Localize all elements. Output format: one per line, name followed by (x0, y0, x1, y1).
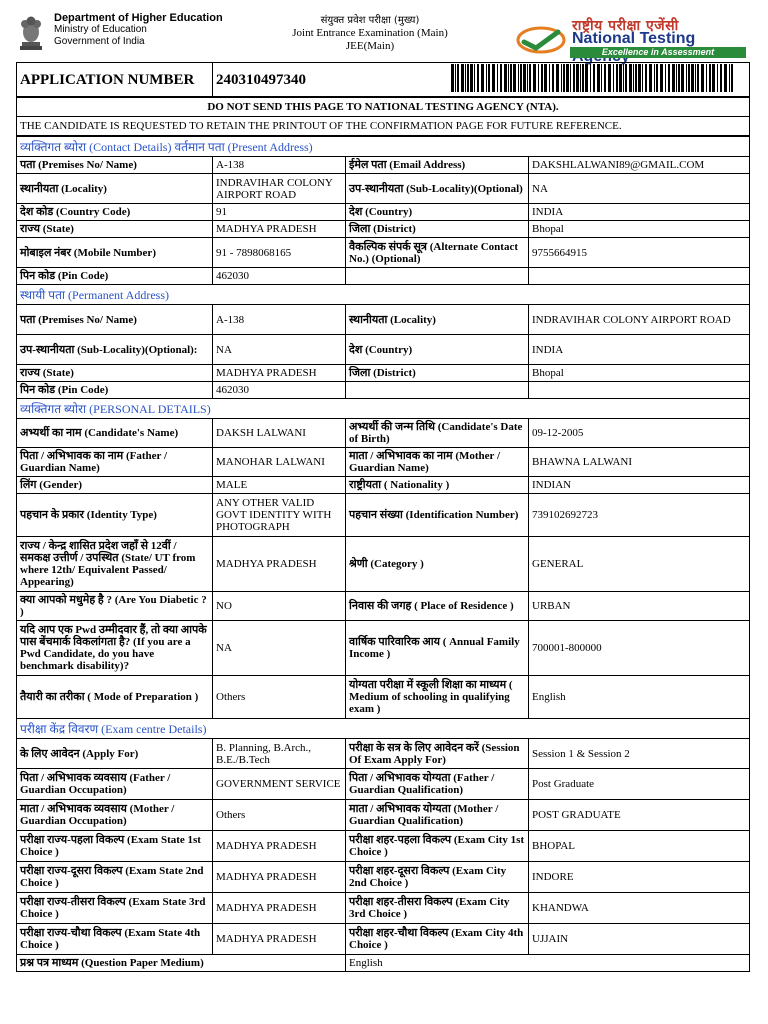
field-value: KHANDWA (529, 893, 750, 924)
field-value: URBAN (529, 592, 750, 621)
barcode-bar (724, 64, 727, 92)
barcode-bar (729, 64, 730, 92)
barcode-bar (706, 64, 707, 92)
section-contact (17, 137, 750, 157)
field-label: पहचान संख्या (Identification Number) (346, 494, 529, 537)
exam-row (17, 800, 750, 831)
field-value: INDIA (529, 335, 750, 365)
field-value: A-138 (213, 157, 346, 174)
exam-title (250, 14, 490, 53)
field-value: INDRAVIHAR COLONY AIRPORT ROAD (213, 174, 346, 204)
barcode-bar (601, 64, 602, 92)
personal-row (17, 592, 750, 621)
barcode-bar (709, 64, 711, 92)
barcode-bar (556, 64, 559, 92)
field-value: MADHYA PRADESH (213, 831, 346, 862)
barcode-bar (717, 64, 718, 92)
barcode-bar (678, 64, 680, 92)
barcode-bar (566, 64, 569, 92)
permanent-row (17, 365, 750, 382)
field-label: यदि आप एक Pwd उम्मीदवार हैं, तो क्या आपके पास बेंचमार्क विकलांगता है? (If you are a Pwd Candidate, do you have benchmark disability)? (17, 621, 213, 676)
barcode-bar (635, 64, 637, 92)
field-value: POST GRADUATE (529, 800, 750, 831)
field-value: 09-12-2005 (529, 419, 750, 448)
permanent-row (17, 335, 750, 365)
field-label: क्या आपको मधुमेह है ? (Are You Diabetic ? ) (17, 592, 213, 621)
section-personal (17, 399, 750, 419)
field-value: INDIAN (529, 477, 750, 494)
barcode-bar (520, 64, 522, 92)
exam-row (17, 862, 750, 893)
barcode-bar (470, 64, 473, 92)
field-label (346, 382, 529, 399)
field-value: NO (213, 592, 346, 621)
personal-row (17, 676, 750, 719)
section-title: व्यक्तिगत ब्योरा (PERSONAL DETAILS) (17, 399, 750, 419)
contact-row (17, 157, 750, 174)
field-value: 700001-800000 (529, 621, 750, 676)
barcode-bar (691, 64, 694, 92)
contact-row (17, 221, 750, 238)
field-value: GOVERNMENT SERVICE (213, 769, 346, 800)
barcode-bar (656, 64, 658, 92)
field-label: श्रेणी (Category ) (346, 537, 529, 592)
application-number-label: APPLICATION NUMBER (17, 63, 213, 97)
contact-row (17, 238, 750, 268)
barcode-bar (467, 64, 469, 92)
barcode-bar (457, 64, 459, 92)
barcode-bar (563, 64, 565, 92)
field-value: 462030 (213, 268, 346, 285)
barcode-bar (695, 64, 696, 92)
field-value: Others (213, 676, 346, 719)
barcode-bar (552, 64, 554, 92)
barcode-bar (486, 64, 487, 92)
nta-tagline: Excellence in Assessment (570, 47, 746, 58)
contact-row (17, 268, 750, 285)
barcode-bar (510, 64, 512, 92)
barcode-bar (461, 64, 464, 92)
barcode-bar (582, 64, 584, 92)
barcode-bar (465, 64, 466, 92)
barcode-bar (593, 64, 595, 92)
section-permanent (17, 285, 750, 305)
barcode-bar (585, 64, 588, 92)
field-value: 739102692723 (529, 494, 750, 537)
dept-block (14, 12, 223, 56)
field-label: परीक्षा शहर-पहला विकल्प (Exam City 1st Choice ) (346, 831, 529, 862)
personal-row (17, 537, 750, 592)
field-value: UJJAIN (529, 924, 750, 955)
field-label: अभ्यर्थी की जन्म तिथि (Candidate's Date of Birth) (346, 419, 529, 448)
barcode-bar (497, 64, 498, 92)
barcode-bar (608, 64, 611, 92)
field-value: 91 (213, 204, 346, 221)
barcode-bar (649, 64, 652, 92)
field-label: पहचान के प्रकार (Identity Type) (17, 494, 213, 537)
personal-row (17, 621, 750, 676)
contact-row (17, 204, 750, 221)
barcode-bar (660, 64, 663, 92)
barcode-bar (544, 64, 547, 92)
barcode-bar (597, 64, 600, 92)
barcode-icon (451, 64, 735, 92)
barcode-bar (451, 64, 454, 92)
field-label: पिन कोड (Pin Code) (17, 268, 213, 285)
barcode-bar (731, 64, 733, 92)
exam-row (17, 769, 750, 800)
barcode-bar (623, 64, 624, 92)
field-label: पिन कोड (Pin Code) (17, 382, 213, 399)
barcode-bar (654, 64, 655, 92)
field-label: देश (Country) (346, 335, 529, 365)
field-value: MADHYA PRADESH (213, 924, 346, 955)
barcode-bar (488, 64, 490, 92)
field-label: माता / अभिभावक का नाम (Mother / Guardian Name) (346, 448, 529, 477)
field-label: पिता / अभिभावक व्यवसाय (Father / Guardian Occupation) (17, 769, 213, 800)
field-label: उप-स्थानीयता (Sub-Locality)(Optional) (346, 174, 529, 204)
personal-row (17, 448, 750, 477)
section-exam (17, 719, 750, 739)
barcode-bar (604, 64, 606, 92)
field-value (529, 268, 750, 285)
field-label (346, 268, 529, 285)
field-value: B. Planning, B.Arch., B.E./B.Tech (213, 739, 346, 769)
field-label: राज्य / केन्द्र शासित प्रदेश जहाँ से 12वीं / समकक्ष उत्तीर्ण / उपस्थित (State/ UT from where 12th/ Equivalent Passed/ Appearing) (17, 537, 213, 592)
field-label: पता (Premises No/ Name) (17, 157, 213, 174)
notice-table (16, 97, 750, 136)
retain-notice: THE CANDIDATE IS REQUESTED TO RETAIN THE PRINTOUT OF THE CONFIRMATION PAGE FOR FUTURE REFERENCE. (17, 117, 750, 136)
field-label: माता / अभिभावक योग्यता (Mother / Guardian Qualification) (346, 800, 529, 831)
ministry-name: Ministry of Education (54, 24, 147, 35)
barcode-bar (697, 64, 699, 92)
barcode-bar (665, 64, 666, 92)
field-value: INDRAVIHAR COLONY AIRPORT ROAD (529, 305, 750, 335)
field-label: ईमेल पता (Email Address) (346, 157, 529, 174)
field-label: परीक्षा राज्य-तीसरा विकल्प (Exam State 3rd Choice ) (17, 893, 213, 924)
field-label: स्थानीयता (Locality) (346, 305, 529, 335)
barcode-bar (570, 64, 571, 92)
barcode-bar (527, 64, 528, 92)
government-name: Government of India (54, 36, 145, 47)
exam-title-english: Joint Entrance Examination (Main) (292, 27, 448, 39)
exam-row (17, 831, 750, 862)
field-value: Session 1 & Session 2 (529, 739, 750, 769)
barcode-bar (633, 64, 634, 92)
barcode-bar (688, 64, 690, 92)
field-label: परीक्षा राज्य-पहला विकल्प (Exam State 1st Choice ) (17, 831, 213, 862)
exam-row (17, 893, 750, 924)
field-label: राज्य (State) (17, 365, 213, 382)
field-label: देश कोड (Country Code) (17, 204, 213, 221)
field-value: 91 - 7898068165 (213, 238, 346, 268)
exam-title-hindi: संयुक्त प्रवेश परीक्षा (मुख्य) (320, 15, 420, 26)
field-label: परीक्षा के सत्र के लिए आवेदन करें (Session Of Exam Apply For) (346, 739, 529, 769)
field-value: GENERAL (529, 537, 750, 592)
field-value: English (529, 676, 750, 719)
barcode-bar (513, 64, 516, 92)
field-label: माता / अभिभावक व्यवसाय (Mother / Guardian Occupation) (17, 800, 213, 831)
field-value: MADHYA PRADESH (213, 365, 346, 382)
field-label: जिला (District) (346, 221, 529, 238)
section-title: व्यक्तिगत ब्योरा (Contact Details) वर्तमान पता (Present Address) (17, 137, 750, 157)
barcode-bar (573, 64, 575, 92)
barcode-bar (681, 64, 684, 92)
barcode-bar (720, 64, 722, 92)
barcode-bar (580, 64, 581, 92)
section-title: परीक्षा केंद्र विवरण (Exam centre Details) (17, 719, 750, 739)
barcode-bar (613, 64, 614, 92)
confirmation-page (16, 62, 750, 972)
application-number: 240310497340 (213, 63, 449, 97)
barcode-bar (477, 64, 479, 92)
barcode-bar (616, 64, 618, 92)
field-label: परीक्षा शहर-दूसरा विकल्प (Exam City 2nd Choice ) (346, 862, 529, 893)
barcode-bar (500, 64, 502, 92)
field-label: पता (Premises No/ Name) (17, 305, 213, 335)
field-value: BHAWNA LALWANI (529, 448, 750, 477)
barcode-bar (549, 64, 550, 92)
field-value: MADHYA PRADESH (213, 893, 346, 924)
barcode-bar (492, 64, 495, 92)
barcode-bar (629, 64, 632, 92)
barcode-bar (638, 64, 641, 92)
field-label: अभ्यर्थी का नाम (Candidate's Name) (17, 419, 213, 448)
barcode-bar (672, 64, 675, 92)
field-label: प्रश्न पत्र माध्यम (Question Paper Medium) (17, 955, 346, 972)
nta-logo-icon (516, 24, 566, 54)
personal-row (17, 477, 750, 494)
field-value: Others (213, 800, 346, 831)
barcode-bar (523, 64, 526, 92)
field-label: स्थानीयता (Locality) (17, 174, 213, 204)
field-label: राज्य (State) (17, 221, 213, 238)
field-label: वैकल्पिक संपर्क सूत्र (Alternate Contact No.) (Optional) (346, 238, 529, 268)
barcode-bar (686, 64, 687, 92)
barcode-bar (625, 64, 627, 92)
field-label: परीक्षा राज्य-दूसरा विकल्प (Exam State 2nd Choice ) (17, 862, 213, 893)
field-value: MALE (213, 477, 346, 494)
field-value: Post Graduate (529, 769, 750, 800)
barcode-bar (645, 64, 647, 92)
personal-row (17, 419, 750, 448)
field-label: परीक्षा शहर-तीसरा विकल्प (Exam City 3rd Choice ) (346, 893, 529, 924)
barcode-bar (712, 64, 715, 92)
field-value: Bhopal (529, 365, 750, 382)
field-label: लिंग (Gender) (17, 477, 213, 494)
exam-row (17, 924, 750, 955)
barcode-bar (538, 64, 539, 92)
field-value: NA (213, 621, 346, 676)
contact-row (17, 174, 750, 204)
dept-name: Department of Higher Education (54, 12, 223, 24)
question-paper-medium-row (17, 955, 750, 972)
field-label: देश (Country) (346, 204, 529, 221)
field-value: A-138 (213, 305, 346, 335)
exam-row (17, 739, 750, 769)
field-label: वार्षिक पारिवारिक आय ( Annual Family Income ) (346, 621, 529, 676)
permanent-row (17, 305, 750, 335)
permanent-row (17, 382, 750, 399)
do-not-send-notice: DO NOT SEND THIS PAGE TO NATIONAL TESTING AGENCY (NTA). (17, 98, 750, 117)
barcode-bar (561, 64, 562, 92)
nta-name-hindi: राष्ट्रीय परीक्षा एजेंसी (572, 18, 679, 34)
field-value: BHOPAL (529, 831, 750, 862)
field-label: पिता / अभिभावक योग्यता (Father / Guardian Qualification) (346, 769, 529, 800)
page-header (0, 0, 768, 60)
field-label: राष्ट्रीयता ( Nationality ) (346, 477, 529, 494)
barcode-bar (504, 64, 507, 92)
field-label: परीक्षा राज्य-चौथा विकल्प (Exam State 4th Choice ) (17, 924, 213, 955)
national-emblem-icon (14, 12, 48, 52)
field-label: परीक्षा शहर-चौथा विकल्प (Exam City 4th Choice ) (346, 924, 529, 955)
barcode-bar (481, 64, 484, 92)
field-value: INDORE (529, 862, 750, 893)
field-value: MADHYA PRADESH (213, 221, 346, 238)
barcode-bar (541, 64, 543, 92)
details-table (16, 136, 750, 972)
field-value: 462030 (213, 382, 346, 399)
barcode-bar (533, 64, 536, 92)
barcode-cell (449, 63, 750, 97)
field-value: NA (213, 335, 346, 365)
personal-row (17, 494, 750, 537)
field-value (529, 382, 750, 399)
field-value: MANOHAR LALWANI (213, 448, 346, 477)
field-value: Bhopal (529, 221, 750, 238)
barcode-bar (701, 64, 704, 92)
barcode-bar (576, 64, 579, 92)
exam-title-short: JEE(Main) (345, 40, 395, 52)
field-value: DAKSHLALWANI89@GMAIL.COM (529, 157, 750, 174)
barcode-bar (474, 64, 475, 92)
field-label: मोबाइल नंबर (Mobile Number) (17, 238, 213, 268)
barcode-bar (529, 64, 531, 92)
barcode-bar (518, 64, 519, 92)
nta-name-english: National Testing (572, 30, 696, 47)
field-value: ANY OTHER VALID GOVT IDENTITY WITH PHOTOGRAPH (213, 494, 346, 537)
barcode-bar (676, 64, 677, 92)
field-value: English (346, 955, 750, 972)
barcode-bar (619, 64, 622, 92)
field-value: DAKSH LALWANI (213, 419, 346, 448)
application-header-table (16, 62, 750, 97)
barcode-bar (590, 64, 591, 92)
field-value: INDIA (529, 204, 750, 221)
field-label: योग्यता परीक्षा में स्कूली शिक्षा का माध्यम ( Medium of schooling in qualifying exam ) (346, 676, 529, 719)
barcode-bar (642, 64, 643, 92)
barcode-bar (508, 64, 509, 92)
field-value: 9755664915 (529, 238, 750, 268)
field-label: तैयारी का तरीका ( Mode of Preparation ) (17, 676, 213, 719)
field-label: उप-स्थानीयता (Sub-Locality)(Optional): (17, 335, 213, 365)
field-value: MADHYA PRADESH (213, 862, 346, 893)
section-title: स्थायी पता (Permanent Address) (17, 285, 750, 305)
barcode-bar (455, 64, 456, 92)
barcode-bar (668, 64, 670, 92)
nta-logo-block (516, 16, 748, 60)
field-label: के लिए आवेदन (Apply For) (17, 739, 213, 769)
field-value: MADHYA PRADESH (213, 537, 346, 592)
field-value: NA (529, 174, 750, 204)
field-label: निवास की जगह ( Place of Residence ) (346, 592, 529, 621)
field-label: पिता / अभिभावक का नाम (Father / Guardian Name) (17, 448, 213, 477)
field-label: जिला (District) (346, 365, 529, 382)
